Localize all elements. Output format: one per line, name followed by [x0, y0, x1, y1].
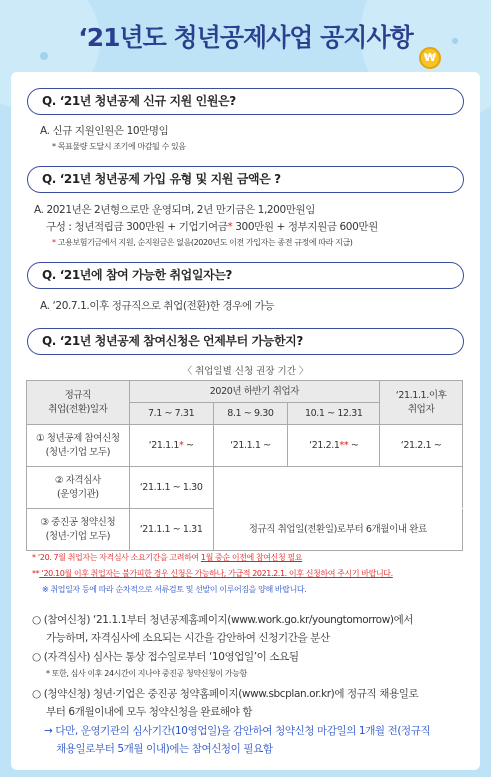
asterisk-mark: * — [179, 439, 184, 451]
corner-line-1: 정규직 — [64, 389, 91, 401]
answer-prefix: A. — [40, 125, 50, 137]
sub-header: 7.1 ~ 7.31 — [129, 403, 213, 425]
footnote-1-emphasis: 1월 중순 이전에 참여신청 필요 — [200, 553, 303, 562]
footnote-3: ※ 취업일자 등에 따라 순차적으로 서류검토 및 선발이 이루어짐을 양해 바랍니다. — [42, 585, 307, 594]
bullet-1-line-2: 가능하며, 자격심사에 소요되는 시간을 감안하여 신청기간을 분산 — [46, 632, 330, 644]
question-2-box: Q. ‘21년 청년공제 가입 유형 및 지원 금액은 ? — [27, 166, 464, 193]
bullet-2-note: * 또한, 심사 이후 24시간이 지나야 중진공 청약신청이 가능함 — [46, 669, 247, 678]
answer-3: A. ‘20.7.1.이후 정규직으로 취업(전환)한 경우에 가능 — [40, 300, 275, 312]
row-label — [27, 425, 130, 467]
question-4-box: Q. ‘21년 청년공제 참여신청은 언제부터 가능한지? — [27, 328, 464, 355]
row-label-line-1: ① 청년공제 참여신청 — [36, 432, 120, 444]
answer-2-line2-b: 300만원 + 정부지원금 600만원 — [232, 221, 378, 233]
question-1-box: Q. ‘21년 청년공제 신규 지원 인원은? — [27, 88, 464, 115]
last-header-line-2: 취업자 — [407, 403, 435, 415]
table-cell — [129, 425, 213, 467]
bullet-1-line-1: ○ (참여신청) ‘21.1.1부터 청년공제홈페이지(www.work.go.kr/youngtomorrow)에서 — [32, 614, 414, 626]
row-label-line-1: ③ 중진공 청약신청 — [40, 516, 116, 528]
cell-text: ‘21.1.1 — [148, 439, 180, 451]
asterisk-mark: ** — [32, 569, 40, 578]
question-3-box: Q. ‘21년에 참여 가능한 취업일자는? — [27, 262, 464, 289]
answer-2-line1: A. 2021년은 2년형으로만 운영되며, 2년 만기금은 1,200만원임 — [34, 204, 315, 216]
table-cell: ‘21.1.1 ~ 1.30 — [129, 467, 213, 509]
corner-line-2: 취업(전환)일자 — [48, 403, 108, 415]
bullet-2: ○ (자격심사) 심사는 통상 접수일로부터 ‘10영업일’이 소요됨 — [32, 651, 299, 663]
answer-1-note: * 목표물량 도달시 조기에 마감될 수 있음 — [52, 142, 186, 151]
table-caption: 〈 취업일별 신청 권장 기간 〉 — [182, 366, 309, 377]
cell-text: ‘21.2.1 — [309, 439, 340, 451]
sub-header: 10.1 ~ 12.31 — [288, 403, 380, 425]
row-label-line-1: ② 자격심사 — [54, 474, 101, 486]
answer-1-text: 신규 지원인원은 10만명임 — [52, 125, 169, 137]
arrow-note-line-1: → 다만, 운영기관의 심사기간(10영업일)을 감안하여 청약신청 마감일의 1개월 전(정규직 — [44, 725, 431, 737]
footnote-1 — [32, 552, 302, 563]
row-label-line-2: (청년·기업 모두) — [45, 446, 111, 458]
table-cell — [288, 425, 380, 467]
answer-2-note — [52, 237, 353, 248]
answer-2-note-text: 고용보험기금에서 지원, 순지원금은 없음(2020년도 이전 가입자는 종전 규정에 따라 지급) — [55, 238, 353, 247]
cell-tail: ~ — [183, 439, 194, 451]
table-cell: ‘21.2.1 ~ — [380, 425, 463, 467]
empty-cell — [213, 467, 463, 509]
last-header-line-1: ‘21.1.1.이후 — [395, 389, 447, 401]
bullet-3-line-1: ○ (청약신청) 청년·기업은 중진공 청약홈페이지(www.sbcplan.or.kr)에 정규직 채용일로 — [32, 688, 419, 700]
table-cell: ‘21.1.1 ~ 1.31 — [129, 509, 213, 551]
arrow-note-line-2: 채용일로부터 5개월 이내)에는 참여신청이 필요함 — [56, 743, 273, 755]
cell-tail: ~ — [348, 439, 359, 451]
asterisk-mark: * — [52, 238, 56, 247]
bullet-3-line-2: 부터 6개월이내에 모두 청약신청을 완료해야 함 — [46, 706, 253, 718]
page-title: ‘21년도 청년공제사업 공지사항 — [78, 23, 413, 52]
group-header: 2020년 하반기 취업자 — [129, 381, 379, 403]
answer-2-line2-a: 구성 : 청년적립금 300만원 + 기업기여금 — [46, 221, 228, 233]
schedule-table — [26, 380, 463, 551]
table-cell: ‘21.1.1 ~ — [213, 425, 288, 467]
asterisk-mark: * — [227, 221, 233, 233]
asterisk-mark: ** — [339, 439, 349, 451]
answer-1 — [40, 123, 168, 138]
table-corner-header — [27, 381, 130, 425]
table-row — [27, 509, 463, 551]
last-header — [380, 381, 463, 425]
row-label — [27, 467, 130, 509]
footnote-1-text: ‘20. 7월 취업자는 자격심사 소요기간을 고려하여 — [35, 553, 201, 562]
table-row — [27, 467, 463, 509]
answer-2-line2 — [46, 219, 378, 234]
row-label-line-2: (운영기관) — [56, 488, 99, 500]
asterisk-mark: * — [32, 553, 36, 562]
coin-icon: ₩ — [419, 47, 441, 69]
footnote-2-text: ‘20.10월 이후 취업자는 불가피한 경우 신청은 가능하나, 가급적 2021.2.1. 이후 신청하여 주시기 바랍니다. — [39, 569, 393, 578]
footnote-2 — [32, 568, 393, 579]
table-cell-span: 정규직 취업일(전환일)로부터 6개월이내 완료 — [213, 509, 463, 551]
row-label-line-2: (청년·기업 모두) — [45, 530, 111, 542]
row-label — [27, 509, 130, 551]
sub-header: 8.1 ~ 9.30 — [213, 403, 288, 425]
table-row — [27, 425, 463, 467]
